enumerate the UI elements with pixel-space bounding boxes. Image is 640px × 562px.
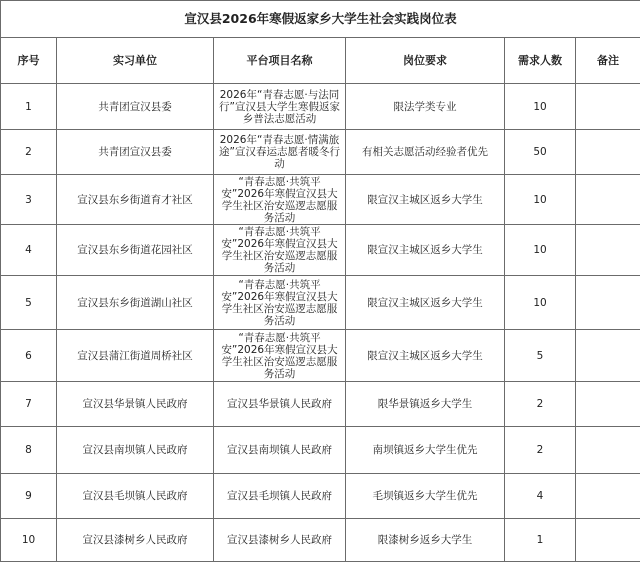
- cell-note: [576, 330, 640, 382]
- cell-requirement: 毛坝镇返乡大学生优先: [346, 474, 505, 519]
- cell-requirement: 限法学类专业: [346, 84, 505, 130]
- table-row: [1, 330, 640, 382]
- cell-index: 4: [1, 225, 57, 276]
- cell-unit: 宣汉县南坝镇人民政府: [57, 427, 214, 474]
- table-row: [1, 276, 640, 330]
- cell-note: [576, 225, 640, 276]
- cell-count: 10: [505, 84, 576, 130]
- cell-unit: 宣汉县毛坝镇人民政府: [57, 474, 214, 519]
- cell-requirement: 限宣汉主城区返乡大学生: [346, 175, 505, 225]
- header-unit: 实习单位: [57, 38, 214, 84]
- header-note: 备注: [576, 38, 640, 84]
- cell-project: 宣汉县南坝镇人民政府: [214, 427, 346, 474]
- cell-count: 2: [505, 427, 576, 474]
- cell-project: 2026年“青春志愿·与法同行”宣汉县大学生寒假返家乡普法志愿活动: [214, 84, 346, 130]
- title-row: [1, 1, 640, 38]
- cell-note: [576, 84, 640, 130]
- cell-requirement: 限华景镇返乡大学生: [346, 382, 505, 427]
- table-row: [1, 427, 640, 474]
- table-row: [1, 382, 640, 427]
- cell-count: 50: [505, 130, 576, 175]
- cell-unit: 宣汉县东乡街道育才社区: [57, 175, 214, 225]
- cell-count: 10: [505, 276, 576, 330]
- cell-project: 2026年“青春志愿·情满旅途”宣汉春运志愿者暖冬行动: [214, 130, 346, 175]
- cell-note: [576, 474, 640, 519]
- header-index: 序号: [1, 38, 57, 84]
- cell-note: [576, 427, 640, 474]
- cell-unit: 共青团宣汉县委: [57, 130, 214, 175]
- cell-unit: 宣汉县漆树乡人民政府: [57, 519, 214, 562]
- cell-note: [576, 175, 640, 225]
- cell-requirement: 南坝镇返乡大学生优先: [346, 427, 505, 474]
- cell-index: 9: [1, 474, 57, 519]
- table-title: 宣汉县2026年寒假返家乡大学生社会实践岗位表: [1, 1, 640, 38]
- cell-project: 宣汉县漆树乡人民政府: [214, 519, 346, 562]
- cell-project: “青春志愿·共筑平安”2026年寒假宣汉县大学生社区治安巡逻志愿服务活动: [214, 225, 346, 276]
- cell-unit: 共青团宣汉县委: [57, 84, 214, 130]
- cell-index: 8: [1, 427, 57, 474]
- cell-project: 宣汉县毛坝镇人民政府: [214, 474, 346, 519]
- cell-count: 5: [505, 330, 576, 382]
- cell-requirement: 限漆树乡返乡大学生: [346, 519, 505, 562]
- cell-count: 2: [505, 382, 576, 427]
- cell-project: 宣汉县华景镇人民政府: [214, 382, 346, 427]
- cell-requirement: 限宣汉主城区返乡大学生: [346, 276, 505, 330]
- table-row: [1, 130, 640, 175]
- header-row: [1, 38, 640, 84]
- cell-index: 6: [1, 330, 57, 382]
- cell-index: 1: [1, 84, 57, 130]
- header-requirement: 岗位要求: [346, 38, 505, 84]
- cell-note: [576, 382, 640, 427]
- cell-unit: 宣汉县东乡街道湖山社区: [57, 276, 214, 330]
- cell-note: [576, 130, 640, 175]
- cell-index: 7: [1, 382, 57, 427]
- header-count: 需求人数: [505, 38, 576, 84]
- cell-requirement: 限宣汉主城区返乡大学生: [346, 225, 505, 276]
- cell-unit: 宣汉县蒲江街道周桥社区: [57, 330, 214, 382]
- cell-count: 10: [505, 225, 576, 276]
- cell-unit: 宣汉县华景镇人民政府: [57, 382, 214, 427]
- cell-count: 1: [505, 519, 576, 562]
- cell-count: 10: [505, 175, 576, 225]
- cell-count: 4: [505, 474, 576, 519]
- table-row: [1, 84, 640, 130]
- cell-index: 5: [1, 276, 57, 330]
- cell-index: 2: [1, 130, 57, 175]
- table-row: [1, 225, 640, 276]
- cell-index: 3: [1, 175, 57, 225]
- cell-note: [576, 276, 640, 330]
- header-project: 平台项目名称: [214, 38, 346, 84]
- cell-project: “青春志愿·共筑平安”2026年寒假宣汉县大学生社区治安巡逻志愿服务活动: [214, 330, 346, 382]
- cell-note: [576, 519, 640, 562]
- cell-project: “青春志愿·共筑平安”2026年寒假宣汉县大学生社区治安巡逻志愿服务活动: [214, 175, 346, 225]
- table-row: [1, 175, 640, 225]
- cell-unit: 宣汉县东乡街道花园社区: [57, 225, 214, 276]
- table-row: [1, 474, 640, 519]
- cell-project: “青春志愿·共筑平安”2026年寒假宣汉县大学生社区治安巡逻志愿服务活动: [214, 276, 346, 330]
- cell-requirement: 有相关志愿活动经验者优先: [346, 130, 505, 175]
- cell-requirement: 限宣汉主城区返乡大学生: [346, 330, 505, 382]
- table-row: [1, 519, 640, 562]
- cell-index: 10: [1, 519, 57, 562]
